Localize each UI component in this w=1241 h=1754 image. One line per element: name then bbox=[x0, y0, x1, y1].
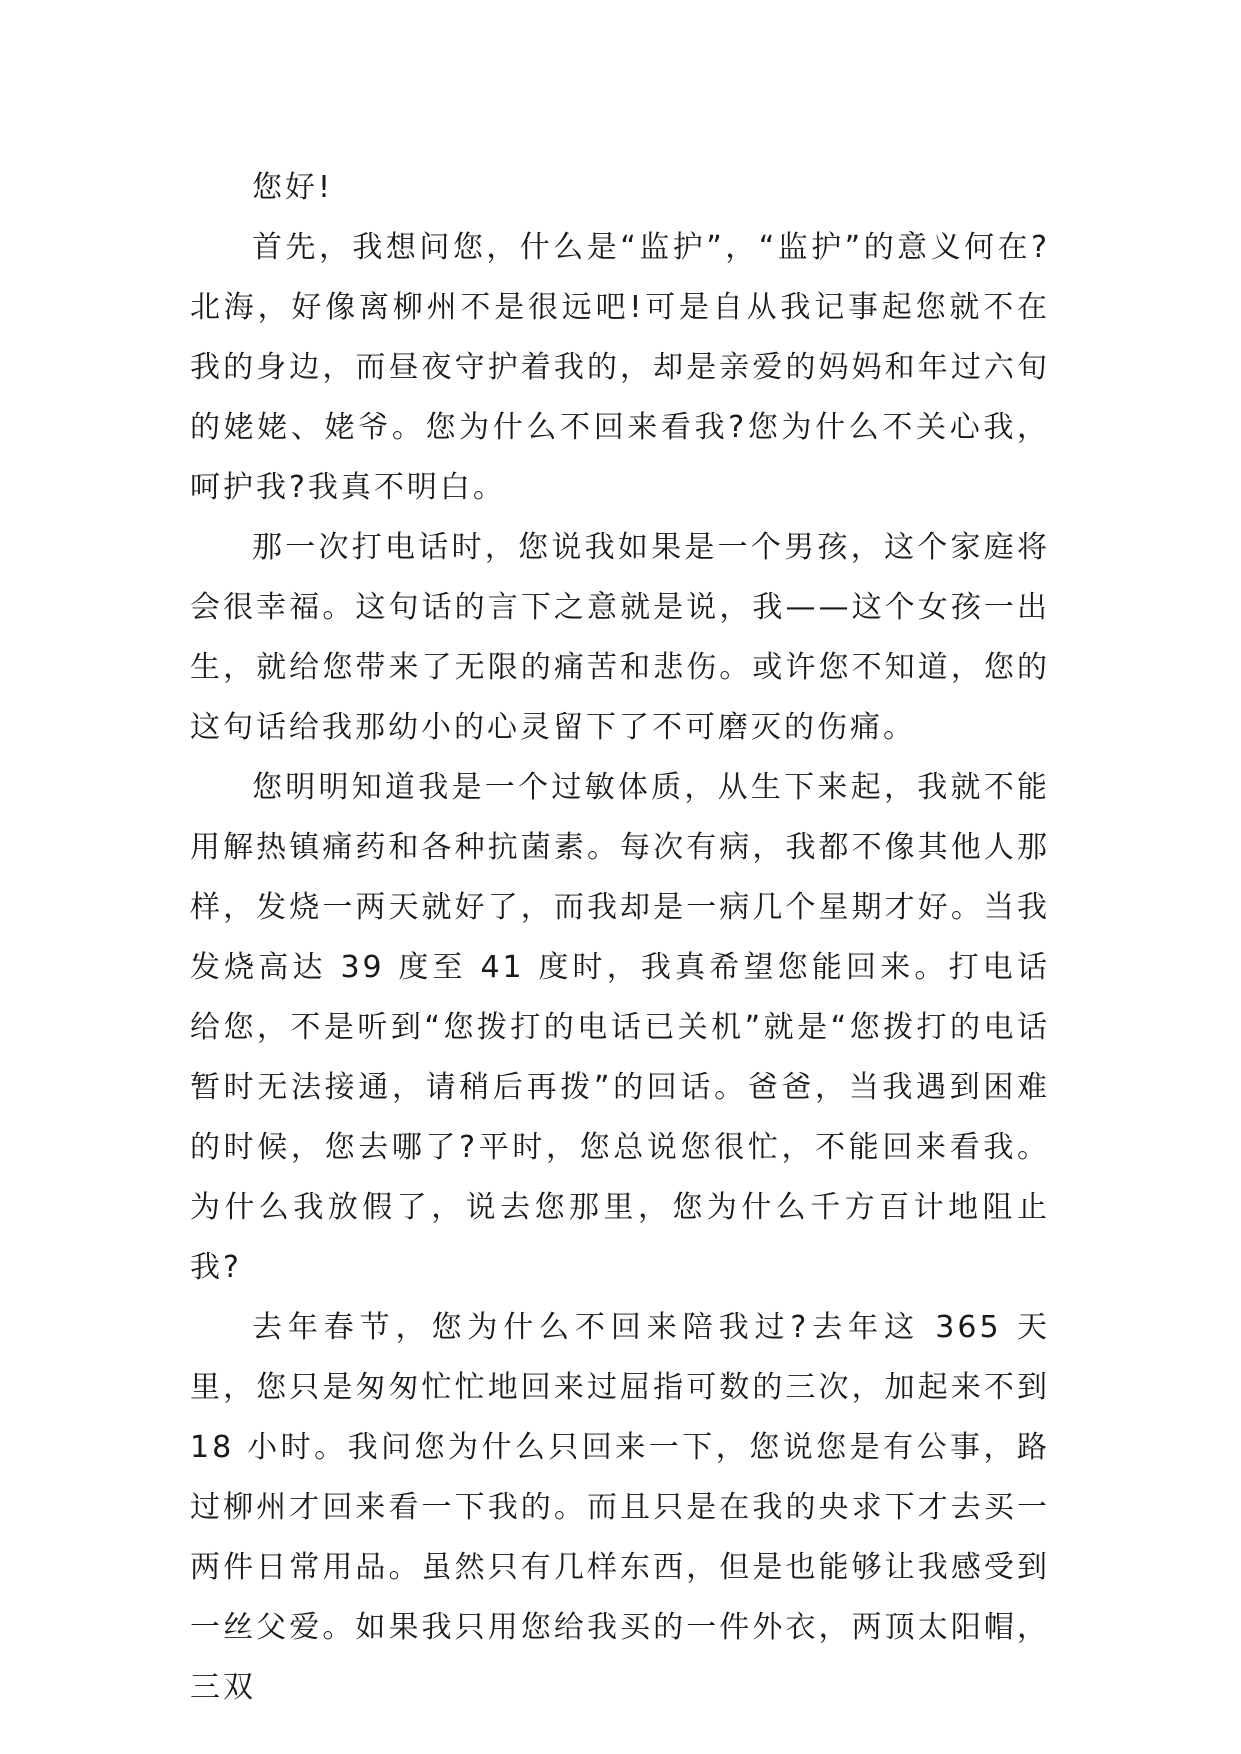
greeting: 您好! bbox=[252, 170, 334, 205]
paragraph-4: 去年春节，您为什么不回来陪我过?去年这 365 天里，您只是匆匆忙忙地回来过屈指可数的三次，加起来不到 18 小时。我问您为什么只回来一下，您说您是有公事，路过柳州才回来看一下我的。而且只是在我的央求下才去买一两件日常用品。虽然只有几样东西，但是也能够让我感受到一丝父爱。如果我只用您给我买的一件外衣，两顶太阳帽，三双 bbox=[190, 1310, 1050, 1705]
paragraph-1: 首先，我想问您，什么是“监护”，“监护”的意义何在?北海，好像离柳州不是很远吧!可是自从我记事起您就不在我的身边，而昼夜守护着我的，却是亲爱的妈妈和年过六旬的姥姥、姥爷。您为什么不回来看我?您为什么不关心我，呵护我?我真不明白。 bbox=[190, 230, 1050, 505]
letter-body bbox=[190, 158, 1050, 1718]
paragraph-2: 那一次打电话时，您说我如果是一个男孩，这个家庭将会很幸福。这句话的言下之意就是说，我——这个女孩一出生，就给您带来了无限的痛苦和悲伤。或许您不知道，您的这句话给我那幼小的心灵留下了不可磨灭的伤痛。 bbox=[190, 530, 1050, 745]
paragraph-3: 您明明知道我是一个过敏体质，从生下来起，我就不能用解热镇痛药和各种抗菌素。每次有病，我都不像其他人那样，发烧一两天就好了，而我却是一病几个星期才好。当我发烧高达 39 度至 41 度时，我真希望您能回来。打电话给您，不是听到“您拨打的电话已关机”就是“您拨打的电话暂时无法接通，请稍后再拨”的回话。爸爸，当我遇到困难的时候，您去哪了?平时，您总说您很忙，不能回来看我。为什么我放假了，说去您那里，您为什么千方百计地阻止我? bbox=[190, 770, 1050, 1285]
